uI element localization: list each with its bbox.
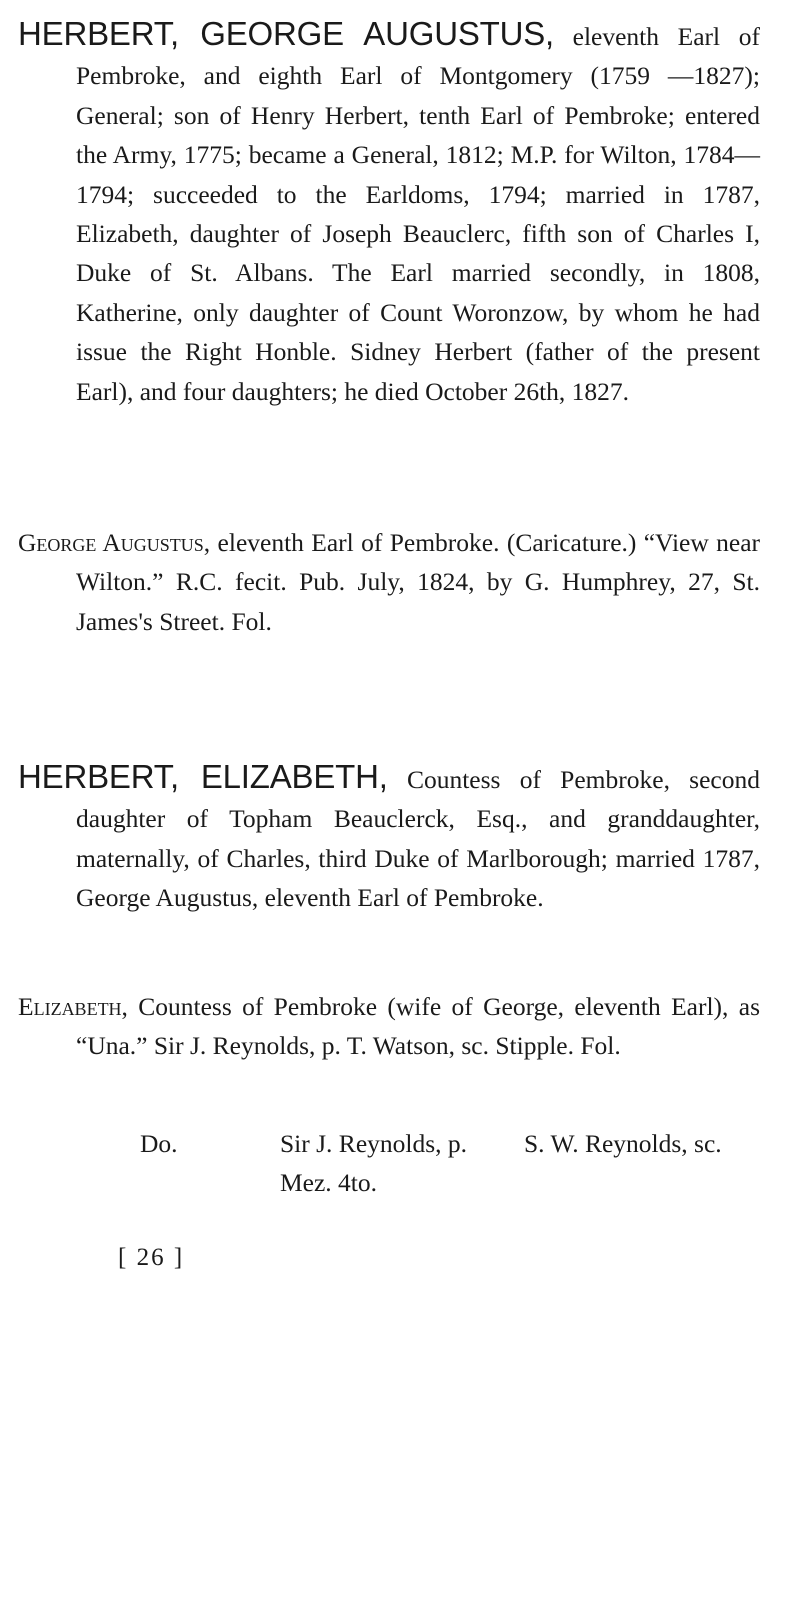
portrait-description: eleventh Earl of Pembroke. (Caricature.) “View near Wilton.” R.C. fecit. Pub. July, 1824, by G. Humphrey, 27, St. James's Street. Fol. <box>76 528 760 636</box>
entry-heading: HERBERT, ELIZABETH, <box>18 758 388 795</box>
entry-heading: HERBERT, GEORGE AUGUSTUS, <box>18 15 555 52</box>
portrait-listing-elizabeth <box>18 987 760 1066</box>
portrait-ditto-mark: Do. <box>140 1129 178 1158</box>
biography-entry-elizabeth <box>18 757 760 918</box>
portrait-name-rest: lizabeth, <box>33 992 128 1021</box>
biography-entry-george-augustus <box>18 14 760 411</box>
entry-body: eleventh Earl of Pembroke, and eighth Earl of Montgomery (1759 —1827); General; son of Henry Herbert, tenth Earl of Pembroke; entered the Army, 1775; became a General, 1812; M.P. for Wilton, 1784—1794; succeeded to the Earldoms, 1794; married in 1787, Elizabeth, daughter of Joseph Beauclerc, fifth son of Charles I, Duke of St. Albans. The Earl married secondly, in 1808, Katherine, only daughter of Count Woronzow, by whom he had issue the Right Honble. Sidney Herbert (father of the present Earl), and four daughters; he died October 26th, 1827. <box>76 22 760 406</box>
portrait-engraver: S. W. Reynolds, sc. <box>524 1129 722 1158</box>
entry-body: Countess of Pembroke, second daughter of Topham Beauclerck, Esq., and granddaughter, maternally, of Charles, third Duke of Marlborough; married 1787, George Augustus, eleventh Earl of Pembroke. <box>76 765 760 913</box>
portrait-name-initial: E <box>18 992 34 1021</box>
portrait-listing-george-augustus <box>18 523 760 641</box>
portrait-name-rest: eorge <box>36 528 97 557</box>
page-number: [ 26 ] <box>118 1244 185 1271</box>
portrait-medium: Mez. 4to. <box>280 1168 378 1197</box>
portrait-name-initial: G <box>18 528 37 557</box>
portrait-description: Countess of Pembroke (wife of George, eleventh Earl), as “Una.” Sir J. Reynolds, p. T. Watson, sc. Stipple. Fol. <box>76 992 760 1061</box>
portrait-painter: Sir J. Reynolds, p. <box>280 1129 468 1158</box>
portrait-name2-rest: ugustus, <box>120 528 211 557</box>
portrait-name2-initial: A <box>102 528 121 557</box>
